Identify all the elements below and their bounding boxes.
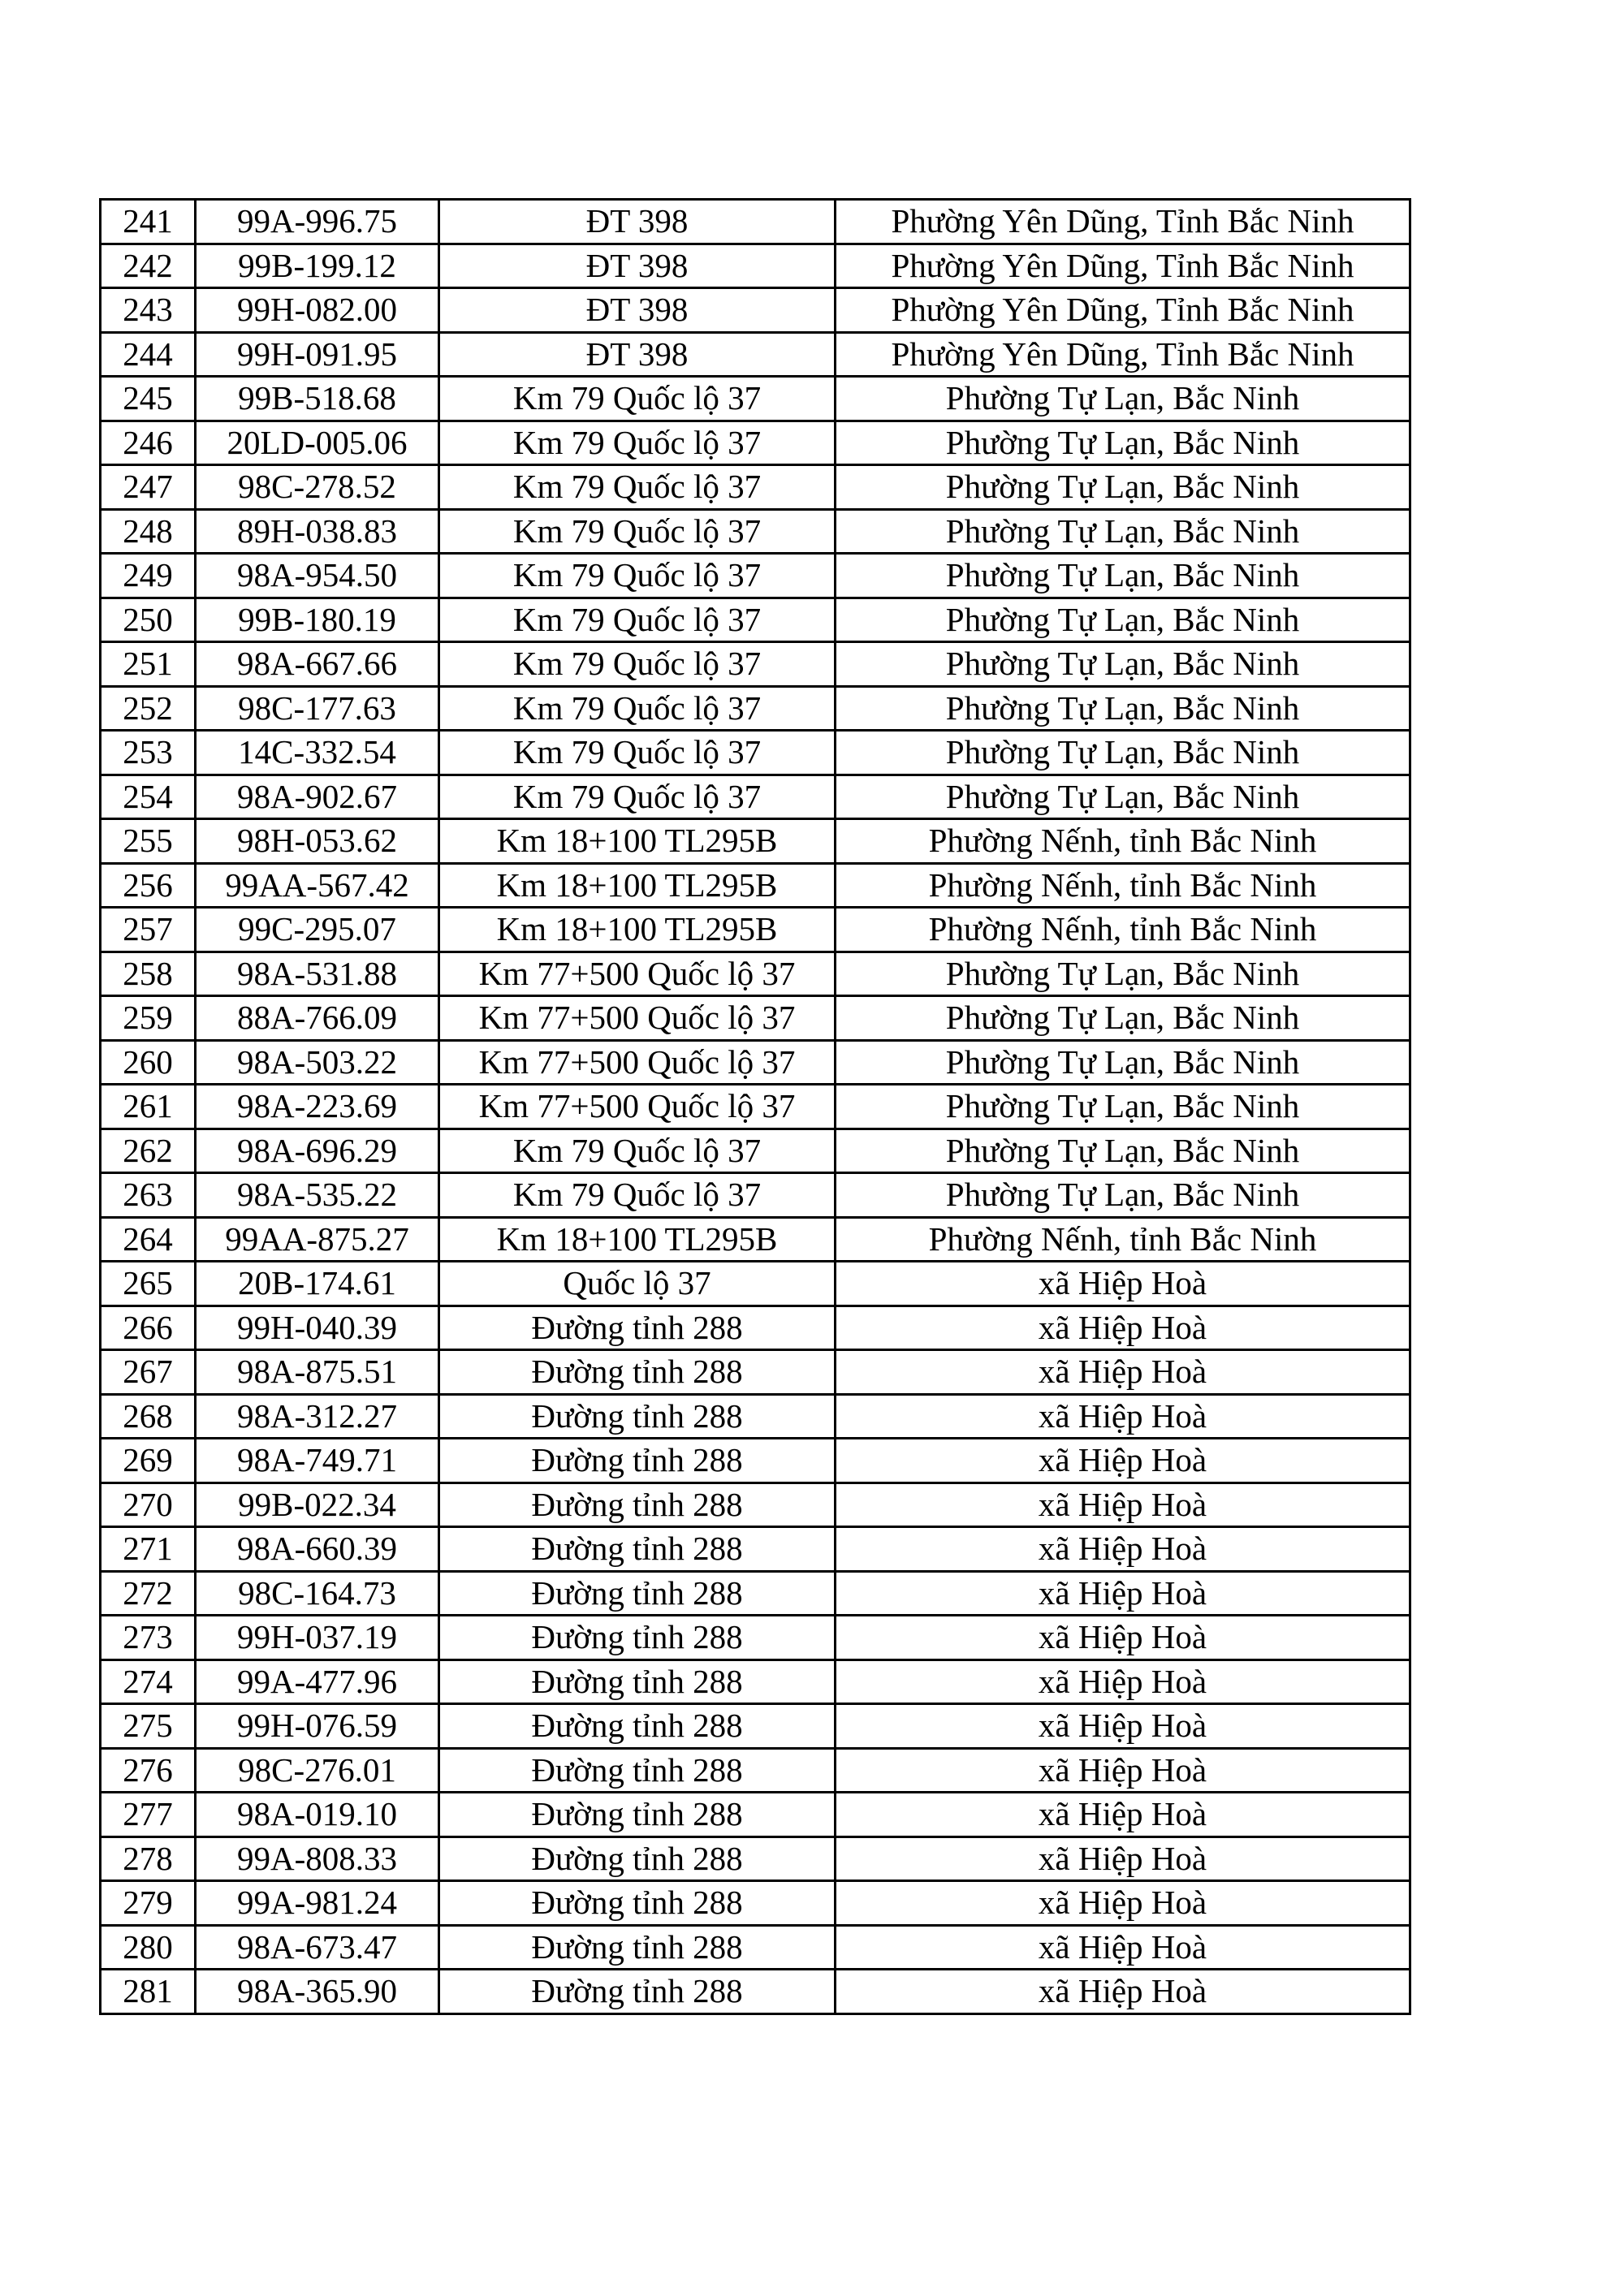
license-plate-cell: 99H-037.19: [196, 1616, 439, 1660]
row-number-cell: 281: [101, 1970, 196, 2014]
table-row: [101, 908, 1410, 952]
row-number-cell: 261: [101, 1085, 196, 1129]
road-location-cell: Đường tỉnh 288: [439, 1482, 836, 1527]
license-plate-cell: 98C-278.52: [196, 465, 439, 510]
row-number-cell: 275: [101, 1704, 196, 1749]
row-number-cell: 280: [101, 1925, 196, 1970]
administrative-area-cell: xã Hiệp Hoà: [836, 1350, 1410, 1395]
table-row: [101, 554, 1410, 598]
administrative-area-cell: xã Hiệp Hoà: [836, 1793, 1410, 1837]
table-row: [101, 1659, 1410, 1704]
road-location-cell: Đường tỉnh 288: [439, 1571, 836, 1616]
license-plate-cell: 99H-076.59: [196, 1704, 439, 1749]
table-row: [101, 288, 1410, 333]
administrative-area-cell: xã Hiệp Hoà: [836, 1970, 1410, 2014]
road-location-cell: Km 18+100 TL295B: [439, 863, 836, 908]
license-plate-cell: 98A-749.71: [196, 1439, 439, 1483]
administrative-area-cell: xã Hiệp Hoà: [836, 1306, 1410, 1350]
table-row: [101, 1173, 1410, 1218]
administrative-area-cell: Phường Nếnh, tỉnh Bắc Ninh: [836, 819, 1410, 864]
administrative-area-cell: Phường Yên Dũng, Tỉnh Bắc Ninh: [836, 244, 1410, 288]
table-row: [101, 1482, 1410, 1527]
administrative-area-cell: xã Hiệp Hoà: [836, 1836, 1410, 1881]
administrative-area-cell: Phường Nếnh, tỉnh Bắc Ninh: [836, 908, 1410, 952]
road-location-cell: Km 79 Quốc lộ 37: [439, 421, 836, 465]
road-location-cell: Đường tỉnh 288: [439, 1704, 836, 1749]
license-plate-cell: 98C-177.63: [196, 686, 439, 731]
license-plate-cell: 99C-295.07: [196, 908, 439, 952]
administrative-area-cell: Phường Tự Lạn, Bắc Ninh: [836, 377, 1410, 421]
administrative-area-cell: xã Hiệp Hoà: [836, 1527, 1410, 1572]
row-number-cell: 268: [101, 1394, 196, 1439]
row-number-cell: 264: [101, 1217, 196, 1262]
road-location-cell: Km 79 Quốc lộ 37: [439, 465, 836, 510]
administrative-area-cell: xã Hiệp Hoà: [836, 1439, 1410, 1483]
administrative-area-cell: Phường Tự Lạn, Bắc Ninh: [836, 421, 1410, 465]
license-plate-cell: 98A-312.27: [196, 1394, 439, 1439]
license-plate-cell: 98A-365.90: [196, 1970, 439, 2014]
road-location-cell: Đường tỉnh 288: [439, 1970, 836, 2014]
road-location-cell: Đường tỉnh 288: [439, 1748, 836, 1793]
road-location-cell: Đường tỉnh 288: [439, 1439, 836, 1483]
license-plate-cell: 98A-019.10: [196, 1793, 439, 1837]
table-row: [101, 465, 1410, 510]
road-location-cell: Đường tỉnh 288: [439, 1527, 836, 1572]
table-row: [101, 1881, 1410, 1926]
administrative-area-cell: xã Hiệp Hoà: [836, 1482, 1410, 1527]
table-row: [101, 421, 1410, 465]
row-number-cell: 253: [101, 731, 196, 775]
administrative-area-cell: Phường Tự Lạn, Bắc Ninh: [836, 509, 1410, 554]
row-number-cell: 270: [101, 1482, 196, 1527]
road-location-cell: Km 79 Quốc lộ 37: [439, 642, 836, 687]
road-location-cell: Km 79 Quốc lộ 37: [439, 1129, 836, 1173]
license-plate-cell: 99B-518.68: [196, 377, 439, 421]
row-number-cell: 250: [101, 598, 196, 642]
row-number-cell: 265: [101, 1262, 196, 1306]
road-location-cell: Km 77+500 Quốc lộ 37: [439, 952, 836, 996]
license-plate-cell: 20B-174.61: [196, 1262, 439, 1306]
administrative-area-cell: Phường Tự Lạn, Bắc Ninh: [836, 1129, 1410, 1173]
license-plate-cell: 99H-091.95: [196, 332, 439, 377]
license-plate-cell: 98A-503.22: [196, 1040, 439, 1085]
row-number-cell: 267: [101, 1350, 196, 1395]
administrative-area-cell: xã Hiệp Hoà: [836, 1881, 1410, 1926]
row-number-cell: 258: [101, 952, 196, 996]
table-row: [101, 1217, 1410, 1262]
row-number-cell: 269: [101, 1439, 196, 1483]
administrative-area-cell: xã Hiệp Hoà: [836, 1704, 1410, 1749]
license-plate-cell: 98C-276.01: [196, 1748, 439, 1793]
administrative-area-cell: Phường Yên Dũng, Tỉnh Bắc Ninh: [836, 200, 1410, 244]
administrative-area-cell: Phường Tự Lạn, Bắc Ninh: [836, 554, 1410, 598]
row-number-cell: 259: [101, 996, 196, 1041]
road-location-cell: Km 18+100 TL295B: [439, 1217, 836, 1262]
table-row: [101, 1793, 1410, 1837]
road-location-cell: Km 79 Quốc lộ 37: [439, 509, 836, 554]
table-row: [101, 244, 1410, 288]
row-number-cell: 262: [101, 1129, 196, 1173]
license-plate-cell: 99B-180.19: [196, 598, 439, 642]
license-plate-cell: 98A-660.39: [196, 1527, 439, 1572]
administrative-area-cell: Phường Yên Dũng, Tỉnh Bắc Ninh: [836, 332, 1410, 377]
row-number-cell: 254: [101, 775, 196, 819]
row-number-cell: 251: [101, 642, 196, 687]
table-row: [101, 509, 1410, 554]
administrative-area-cell: Phường Tự Lạn, Bắc Ninh: [836, 465, 1410, 510]
road-location-cell: Km 79 Quốc lộ 37: [439, 686, 836, 731]
administrative-area-cell: Phường Tự Lạn, Bắc Ninh: [836, 598, 1410, 642]
administrative-area-cell: Phường Tự Lạn, Bắc Ninh: [836, 952, 1410, 996]
row-number-cell: 277: [101, 1793, 196, 1837]
administrative-area-cell: Phường Tự Lạn, Bắc Ninh: [836, 1085, 1410, 1129]
table-row: [101, 1616, 1410, 1660]
table-row: [101, 952, 1410, 996]
road-location-cell: Km 77+500 Quốc lộ 37: [439, 1040, 836, 1085]
road-location-cell: ĐT 398: [439, 332, 836, 377]
road-location-cell: Đường tỉnh 288: [439, 1793, 836, 1837]
administrative-area-cell: xã Hiệp Hoà: [836, 1394, 1410, 1439]
license-plate-cell: 99H-082.00: [196, 288, 439, 333]
license-plate-cell: 89H-038.83: [196, 509, 439, 554]
license-plate-cell: 98A-875.51: [196, 1350, 439, 1395]
administrative-area-cell: xã Hiệp Hoà: [836, 1262, 1410, 1306]
administrative-area-cell: Phường Tự Lạn, Bắc Ninh: [836, 996, 1410, 1041]
road-location-cell: Km 79 Quốc lộ 37: [439, 377, 836, 421]
road-location-cell: Km 79 Quốc lộ 37: [439, 554, 836, 598]
row-number-cell: 260: [101, 1040, 196, 1085]
table-row: [101, 1306, 1410, 1350]
row-number-cell: 255: [101, 819, 196, 864]
table-row: [101, 377, 1410, 421]
administrative-area-cell: xã Hiệp Hoà: [836, 1659, 1410, 1704]
road-location-cell: Đường tỉnh 288: [439, 1881, 836, 1926]
row-number-cell: 256: [101, 863, 196, 908]
table-row: [101, 996, 1410, 1041]
administrative-area-cell: xã Hiệp Hoà: [836, 1616, 1410, 1660]
license-plate-cell: 98A-673.47: [196, 1925, 439, 1970]
table-row: [101, 1925, 1410, 1970]
table-row: [101, 863, 1410, 908]
row-number-cell: 249: [101, 554, 196, 598]
row-number-cell: 242: [101, 244, 196, 288]
road-location-cell: Đường tỉnh 288: [439, 1925, 836, 1970]
row-number-cell: 245: [101, 377, 196, 421]
license-plate-cell: 98A-667.66: [196, 642, 439, 687]
administrative-area-cell: xã Hiệp Hoà: [836, 1571, 1410, 1616]
row-number-cell: 272: [101, 1571, 196, 1616]
table-row: [101, 642, 1410, 687]
row-number-cell: 266: [101, 1306, 196, 1350]
license-plate-cell: 98A-531.88: [196, 952, 439, 996]
table-row: [101, 1748, 1410, 1793]
license-plate-cell: 98H-053.62: [196, 819, 439, 864]
table-row: [101, 686, 1410, 731]
license-plate-cell: 99B-022.34: [196, 1482, 439, 1527]
row-number-cell: 252: [101, 686, 196, 731]
administrative-area-cell: Phường Tự Lạn, Bắc Ninh: [836, 775, 1410, 819]
table-row: [101, 200, 1410, 244]
road-location-cell: Km 79 Quốc lộ 37: [439, 775, 836, 819]
table-row: [101, 1085, 1410, 1129]
table-row: [101, 1836, 1410, 1881]
road-location-cell: Đường tỉnh 288: [439, 1350, 836, 1395]
row-number-cell: 273: [101, 1616, 196, 1660]
table-row: [101, 731, 1410, 775]
row-number-cell: 244: [101, 332, 196, 377]
road-location-cell: Đường tỉnh 288: [439, 1306, 836, 1350]
license-plate-cell: 14C-332.54: [196, 731, 439, 775]
table-row: [101, 1394, 1410, 1439]
table-row: [101, 1262, 1410, 1306]
administrative-area-cell: Phường Tự Lạn, Bắc Ninh: [836, 642, 1410, 687]
license-plate-cell: 99H-040.39: [196, 1306, 439, 1350]
road-location-cell: Đường tỉnh 288: [439, 1659, 836, 1704]
road-location-cell: Km 77+500 Quốc lộ 37: [439, 1085, 836, 1129]
table-row: [101, 1527, 1410, 1572]
table-row: [101, 1439, 1410, 1483]
table-row: [101, 819, 1410, 864]
administrative-area-cell: xã Hiệp Hoà: [836, 1748, 1410, 1793]
table-row: [101, 598, 1410, 642]
license-plate-cell: 98A-223.69: [196, 1085, 439, 1129]
table-row: [101, 332, 1410, 377]
administrative-area-cell: xã Hiệp Hoà: [836, 1925, 1410, 1970]
road-location-cell: Km 79 Quốc lộ 37: [439, 1173, 836, 1218]
road-location-cell: Đường tỉnh 288: [439, 1394, 836, 1439]
row-number-cell: 271: [101, 1527, 196, 1572]
table-row: [101, 1704, 1410, 1749]
license-plate-cell: 98C-164.73: [196, 1571, 439, 1616]
road-location-cell: Km 77+500 Quốc lộ 37: [439, 996, 836, 1041]
road-location-cell: Đường tỉnh 288: [439, 1836, 836, 1881]
table-row: [101, 1129, 1410, 1173]
administrative-area-cell: Phường Tự Lạn, Bắc Ninh: [836, 1173, 1410, 1218]
license-plate-cell: 98A-696.29: [196, 1129, 439, 1173]
license-plate-cell: 99AA-875.27: [196, 1217, 439, 1262]
license-plate-cell: 88A-766.09: [196, 996, 439, 1041]
road-location-cell: ĐT 398: [439, 200, 836, 244]
road-location-cell: Km 18+100 TL295B: [439, 908, 836, 952]
table-row: [101, 1970, 1410, 2014]
license-plate-cell: 99A-808.33: [196, 1836, 439, 1881]
table-row: [101, 1350, 1410, 1395]
license-plate-cell: 98A-902.67: [196, 775, 439, 819]
license-plate-cell: 98A-535.22: [196, 1173, 439, 1218]
road-location-cell: Đường tỉnh 288: [439, 1616, 836, 1660]
road-location-cell: ĐT 398: [439, 244, 836, 288]
table-row: [101, 1040, 1410, 1085]
administrative-area-cell: Phường Yên Dũng, Tỉnh Bắc Ninh: [836, 288, 1410, 333]
license-plate-cell: 98A-954.50: [196, 554, 439, 598]
license-plate-cell: 99AA-567.42: [196, 863, 439, 908]
road-location-cell: Km 79 Quốc lộ 37: [439, 598, 836, 642]
row-number-cell: 247: [101, 465, 196, 510]
row-number-cell: 279: [101, 1881, 196, 1926]
table-row: [101, 775, 1410, 819]
administrative-area-cell: Phường Nếnh, tỉnh Bắc Ninh: [836, 1217, 1410, 1262]
row-number-cell: 274: [101, 1659, 196, 1704]
administrative-area-cell: Phường Nếnh, tỉnh Bắc Ninh: [836, 863, 1410, 908]
license-plate-cell: 20LD-005.06: [196, 421, 439, 465]
row-number-cell: 248: [101, 509, 196, 554]
license-plate-cell: 99A-477.96: [196, 1659, 439, 1704]
row-number-cell: 246: [101, 421, 196, 465]
administrative-area-cell: Phường Tự Lạn, Bắc Ninh: [836, 731, 1410, 775]
road-location-cell: Km 79 Quốc lộ 37: [439, 731, 836, 775]
license-plate-cell: 99A-981.24: [196, 1881, 439, 1926]
license-plate-cell: 99B-199.12: [196, 244, 439, 288]
road-location-cell: ĐT 398: [439, 288, 836, 333]
road-location-cell: Km 18+100 TL295B: [439, 819, 836, 864]
administrative-area-cell: Phường Tự Lạn, Bắc Ninh: [836, 686, 1410, 731]
table-body: [101, 200, 1410, 2014]
road-location-cell: Quốc lộ 37: [439, 1262, 836, 1306]
row-number-cell: 243: [101, 288, 196, 333]
table-row: [101, 1571, 1410, 1616]
vehicle-violation-table: [99, 198, 1411, 2015]
row-number-cell: 263: [101, 1173, 196, 1218]
license-plate-cell: 99A-996.75: [196, 200, 439, 244]
row-number-cell: 278: [101, 1836, 196, 1881]
row-number-cell: 241: [101, 200, 196, 244]
row-number-cell: 257: [101, 908, 196, 952]
row-number-cell: 276: [101, 1748, 196, 1793]
administrative-area-cell: Phường Tự Lạn, Bắc Ninh: [836, 1040, 1410, 1085]
